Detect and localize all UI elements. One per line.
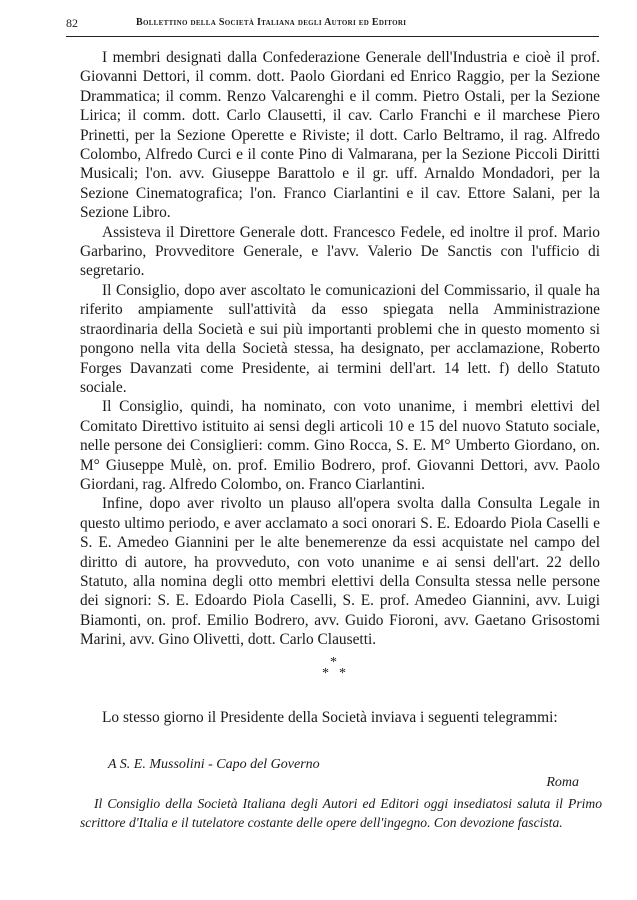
asterism-separator <box>318 655 358 685</box>
asterisk-left: * <box>322 666 329 681</box>
body-text <box>80 48 600 650</box>
telegrams-intro: Lo stesso giorno il Presidente della Società inviava i seguenti telegrammi: <box>102 709 558 726</box>
telegram-addressee: A S. E. Mussolini - Capo del Governo <box>108 757 320 772</box>
paragraph-president-election: Il Consiglio, dopo aver ascoltato le comunicazioni del Commissario, il quale ha riferito ampiamente sull'attività da esso spiegata nella Amministrazione straordinaria della Società e sui più importanti problemi che in questo momento si pongono nella vita della Società stessa, ha designato, per acclamazione, Roberto Forges Davanzati come Presidente, ai termini dell'art. 14 lett. f) dello Statuto sociale. <box>80 281 600 396</box>
page-number: 82 <box>66 16 78 30</box>
asterisk-right: * <box>339 666 346 681</box>
paragraph-executive-committee: Il Consiglio, quindi, ha nominato, con voto unanime, i membri elettivi del Comitato Direttivo istituito ai sensi degli articoli 10 e 15 del nuovo Statuto sociale, nelle persone dei Consiglieri: comm. Gino Rocca, S. E. M° Umberto Giordano, on. M° Giuseppe Mulè, on. prof. Emilio Bodrero, prof. Giovanni Dettori, avv. Paolo Giordani, rag. Alfredo Colombo, on. Franco Ciarlantini. <box>80 398 600 493</box>
paragraph-designated-members: I membri designati dalla Confederazione Generale dell'Industria e cioè il prof. Giovanni Dettori, il comm. dott. Paolo Giordani ed Enrico Raggio, per la Sezione Drammatica; il comm. Renzo Valcarenghi e il comm. Pietro Ostali, per la Sezione Lirica; il comm. dott. Carlo Clausetti, il cav. Carlo Franchi e il marchese Piero Prinetti, per la Sezione Operette e Riviste; il dott. Carlo Beltramo, il rag. Alfredo Colombo, Alfredo Curci e il conte Pino di Valmarana, per la Sezione Piccoli Diritti Musicali; l'on. avv. Giuseppe Barattolo e il gr. uff. Arnaldo Mondadori, per la Sezione Cinematografica; l'on. Franco Ciarlantini e il cav. Ettore Salani, per la Sezione Libro. <box>80 49 600 222</box>
asterisk-top: * <box>330 655 337 670</box>
paragraph-legal-council: Infine, dopo aver rivolto un plauso all'opera svolta dalla Consulta Legale in questo ultimo periodo, e aver acclamato a soci onorari S. E. Edoardo Piola Caselli e S. E. Amedeo Giannini per le alte benemerenze da essi acquistate nel campo del diritto di autore, ha provveduto, con voto unanime e ai sensi dell'art. 22 dello Statuto, alla nomina degli otto membri elettivi della Consulta stessa nelle persone dei signori: S. E. Edoardo Piola Caselli, S. E. prof. Amedeo Giannini, avv. Luigi Biamonti, on. prof. Emilio Bodrero, avv. Guido Fioroni, avv. Gaetano Grisostomi Marini, avv. Gino Olivetti, dott. Carlo Clausetti. <box>80 495 600 649</box>
page-header <box>66 14 599 37</box>
telegram-text: Il Consiglio della Società Italiana degli Autori ed Editori oggi insediatosi saluta il Primo scrittore d'Italia e il tutelatore costante delle opere dell'ingegno. Con devozione fascista. <box>80 796 602 831</box>
running-title: Bollettino della Società Italiana degli Autori ed Editori <box>136 17 407 28</box>
telegram-city: Roma <box>546 775 579 790</box>
paragraph-attendance: Assisteva il Direttore Generale dott. Francesco Fedele, ed inoltre il prof. Mario Garbarino, Provveditore Generale, e l'avv. Valerio De Sanctis con l'ufficio di segretario. <box>80 223 600 280</box>
